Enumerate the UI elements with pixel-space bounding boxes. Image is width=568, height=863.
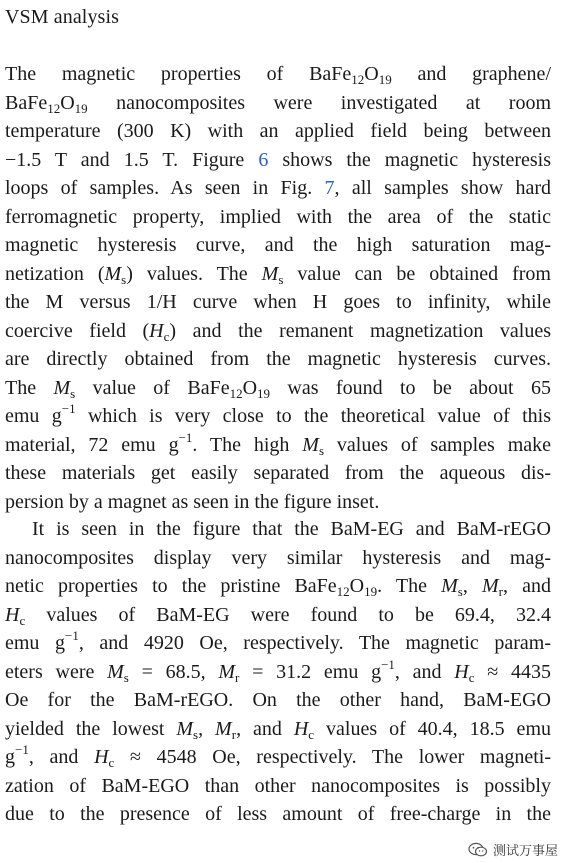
text-line: ferromagnetic property, implied with the area of the static bbox=[5, 205, 551, 228]
wechat-icon bbox=[468, 842, 488, 858]
text-line: due to the presence of less amount of free-charge in the bbox=[5, 803, 551, 825]
section-heading: VSM analysis bbox=[5, 6, 119, 28]
text-line: emu $g^{-1}$, and 4920 Oe, respectively. The magnetic param- bbox=[5, 628, 551, 654]
text-line: coercive field $(H_c)$ and the remanent magnetization values bbox=[5, 319, 551, 344]
text-line: loops of samples. As seen in Fig. 7, all samples show hard bbox=[5, 177, 551, 199]
text-line: $BaFe_{12}O_{19}$ nanocomposites were investigated at room bbox=[5, 91, 551, 116]
watermark bbox=[468, 840, 558, 859]
text-line: −1.5 T and 1.5 T. Figure 6 shows the magnetic hysteresis bbox=[5, 148, 551, 171]
text-line: are directly obtained from the magnetic hysteresis curves. bbox=[5, 348, 551, 370]
text-line: eters were $M_s = 68.5$, $M_r = 31.2$ emu $g^{-1}$, and $H_c \approx 4435$ bbox=[5, 656, 551, 685]
text-line: The $M_s$ value of $BaFe_{12}O_{19}$ was found to be about 65 bbox=[5, 376, 551, 401]
text-line: magnetic hysteresis curve, and the high saturation mag- bbox=[5, 234, 551, 256]
text-line: It is seen in the figure that the BaM-EG and BaM-rEGO bbox=[32, 518, 551, 540]
text-line: $H_c$ values of BaM-EG were found to be 69.4, 32.4 bbox=[5, 603, 551, 628]
text-line: The magnetic properties of $BaFe_{12}O_{19}$ and graphene/ bbox=[5, 63, 551, 87]
text-line: zation of BaM-EGO than other nanocomposites is possibly bbox=[5, 774, 551, 797]
text-line: netic properties to the pristine $BaFe_{12}O_{19}$. The $M_s$, $M_r$, and bbox=[5, 575, 551, 599]
text-line: nanocomposites display very similar hysteresis and mag- bbox=[5, 546, 551, 569]
text-line: emu $g^{-1}$ which is very close to the theoretical value of this bbox=[5, 401, 551, 427]
text-line: persion by a magnet as seen in the figure inset. bbox=[5, 490, 380, 513]
text-line: Oe for the BaM-rEGO. On the other hand, BaM-EGO bbox=[5, 689, 551, 711]
text-line: yielded the lowest $M_s$, $M_r$, and $H_c$ values of 40.4, 18.5 emu bbox=[5, 717, 551, 742]
text-line: these materials get easily separated from the aqueous dis- bbox=[5, 462, 551, 484]
text-line: material, 72 emu $g^{-1}$. The high $M_s$ values of samples make bbox=[5, 429, 551, 458]
text-line: $g^{-1}$, and $H_c \approx 4548$ Oe, respectively. The lower magneti- bbox=[5, 742, 551, 770]
text-line: netization $(M_s)$ values. The $M_s$ value can be obtained from bbox=[5, 262, 551, 287]
figure-link[interactable]: 7 bbox=[324, 177, 335, 199]
text-line: the M versus 1/H curve when H goes to infinity, while bbox=[5, 291, 551, 313]
figure-link[interactable]: 6 bbox=[258, 148, 269, 171]
text-line: temperature (300 K) with an applied field being between bbox=[5, 120, 551, 142]
watermark-text: 测试万事屋 bbox=[492, 844, 558, 859]
